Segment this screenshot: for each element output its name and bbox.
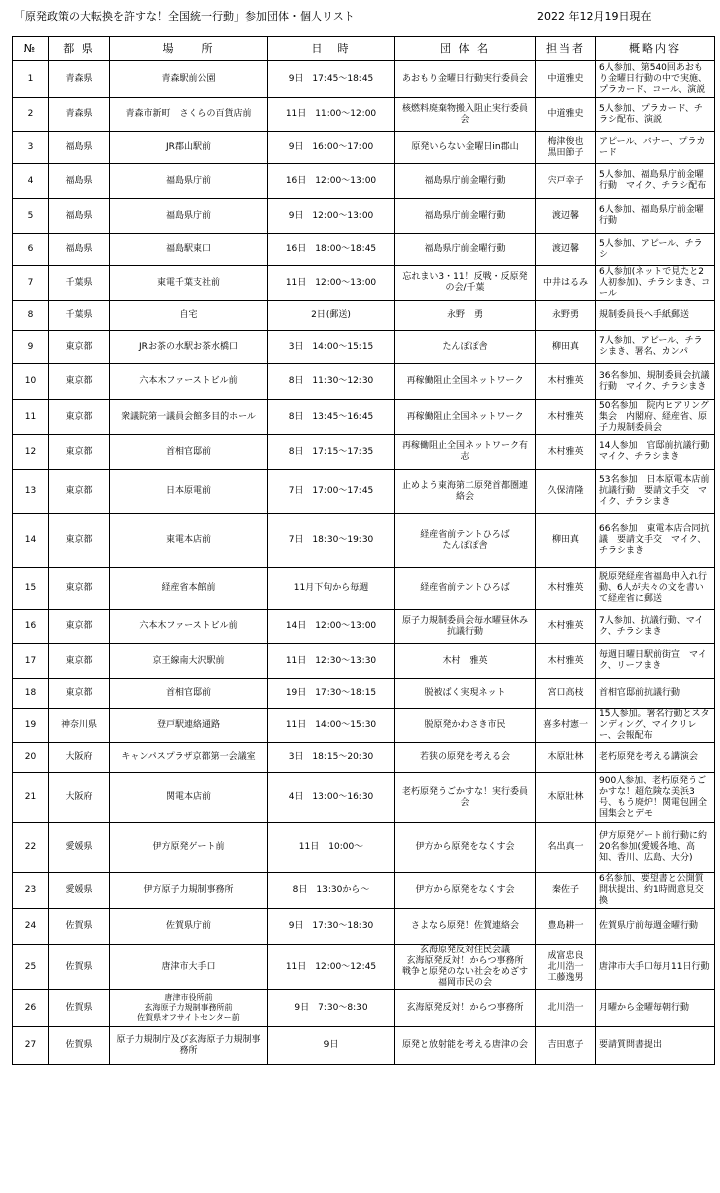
cell-summary: 毎週日曜日駅前街宣 マイク、リーフまき: [596, 644, 715, 679]
cell-place: 登戸駅連絡通路: [110, 709, 268, 743]
cell-summary: 首相官邸前抗議行動: [596, 679, 715, 709]
cell-prefecture: 東京都: [49, 400, 110, 435]
cell-no: 1: [13, 61, 49, 98]
cell-group: 忘れまい3・11！反戦・反原発の会/千葉: [395, 266, 536, 301]
cell-prefecture: 佐賀県: [49, 990, 110, 1027]
cell-no: 23: [13, 873, 49, 909]
table-row: [13, 266, 715, 301]
cell-summary: 5人参加、福島県庁前金曜行動 マイク、チラシ配布: [596, 164, 715, 199]
cell-no: 14: [13, 514, 49, 568]
cell-datetime: 2日(郵送): [268, 301, 395, 331]
cell-summary: 5人参加、プラカード、チラシ配布、演説: [596, 98, 715, 132]
cell-place: 関電本店前: [110, 773, 268, 823]
cell-no: 22: [13, 823, 49, 873]
cell-summary: 老朽原発を考える講演会: [596, 743, 715, 773]
cell-prefecture: 福島県: [49, 199, 110, 234]
table-row: [13, 331, 715, 364]
cell-no: 9: [13, 331, 49, 364]
cell-prefecture: 東京都: [49, 470, 110, 514]
cell-contact: 木村雅英: [536, 644, 596, 679]
cell-datetime: 4日 13:00～16:30: [268, 773, 395, 823]
table-row: [13, 644, 715, 679]
column-header-prefecture: 都 県: [49, 37, 110, 61]
column-header-datetime: 日 時: [268, 37, 395, 61]
cell-no: 20: [13, 743, 49, 773]
column-header-contact: 担当者: [536, 37, 596, 61]
cell-contact: 柳田真: [536, 514, 596, 568]
cell-no: 19: [13, 709, 49, 743]
cell-no: 15: [13, 568, 49, 610]
cell-no: 21: [13, 773, 49, 823]
cell-summary: 5人参加、アピール、チラシ: [596, 234, 715, 266]
cell-contact: 喜多村憲一: [536, 709, 596, 743]
cell-contact: 中道雅史: [536, 98, 596, 132]
cell-no: 5: [13, 199, 49, 234]
cell-contact: 吉田恵子: [536, 1027, 596, 1065]
cell-place: 佐賀県庁前: [110, 909, 268, 945]
column-header-group: 団 体 名: [395, 37, 536, 61]
cell-no: 12: [13, 435, 49, 470]
table-row: [13, 945, 715, 990]
cell-datetime: 3日 18:15～20:30: [268, 743, 395, 773]
cell-group: 再稼働阻止全国ネットワーク有志: [395, 435, 536, 470]
table-row: [13, 909, 715, 945]
table-row: [13, 1027, 715, 1065]
table-row: [13, 514, 715, 568]
cell-prefecture: 青森県: [49, 61, 110, 98]
cell-no: 24: [13, 909, 49, 945]
cell-datetime: 11日 12:00～13:00: [268, 266, 395, 301]
cell-datetime: 9日 17:30～18:30: [268, 909, 395, 945]
document-header: [0, 0, 720, 26]
cell-prefecture: 佐賀県: [49, 909, 110, 945]
cell-place: 東電千葉支社前: [110, 266, 268, 301]
cell-group: 脱被ばく実現ネット: [395, 679, 536, 709]
cell-group: 伊方から原発をなくす会: [395, 873, 536, 909]
cell-group: たんぽぽ舎: [395, 331, 536, 364]
cell-prefecture: 千葉県: [49, 266, 110, 301]
cell-contact: 永野勇: [536, 301, 596, 331]
cell-prefecture: 佐賀県: [49, 1027, 110, 1065]
cell-contact: 北川浩一: [536, 990, 596, 1027]
cell-group: 若狭の原発を考える会: [395, 743, 536, 773]
cell-datetime: 8日 11:30～12:30: [268, 364, 395, 400]
cell-summary: 規制委員長へ手紙郵送: [596, 301, 715, 331]
cell-summary: 14人参加 官邸前抗議行動 マイク、チラシまき: [596, 435, 715, 470]
table-row: [13, 400, 715, 435]
cell-contact: 宍戸幸子: [536, 164, 596, 199]
table-row: [13, 364, 715, 400]
cell-group: 核燃料廃棄物搬入阻止実行委員会: [395, 98, 536, 132]
cell-datetime: 9日: [268, 1027, 395, 1065]
cell-place: 唐津市役所前 玄海原子力規制事務所前 佐賀県オフサイトセンター前: [110, 990, 268, 1027]
cell-prefecture: 青森県: [49, 98, 110, 132]
cell-summary: 佐賀県庁前毎週金曜行動: [596, 909, 715, 945]
cell-prefecture: 東京都: [49, 679, 110, 709]
cell-prefecture: 福島県: [49, 132, 110, 164]
cell-prefecture: 福島県: [49, 164, 110, 199]
cell-datetime: 3日 14:00～15:15: [268, 331, 395, 364]
cell-place: 福島県庁前: [110, 164, 268, 199]
cell-place: 衆議院第一議員会館多目的ホール: [110, 400, 268, 435]
table-row: [13, 709, 715, 743]
cell-group: 玄海原発反対！からつ事務所: [395, 990, 536, 1027]
cell-place: 首相官邸前: [110, 435, 268, 470]
cell-contact: 木村雅英: [536, 568, 596, 610]
cell-group: 木村 雅英: [395, 644, 536, 679]
table-row: [13, 164, 715, 199]
cell-group: 原発と放射能を考える唐津の会: [395, 1027, 536, 1065]
table-row: [13, 610, 715, 644]
table-row: [13, 873, 715, 909]
cell-place: 首相官邸前: [110, 679, 268, 709]
cell-prefecture: 東京都: [49, 331, 110, 364]
cell-summary: 6人参加、福島県庁前金曜行動: [596, 199, 715, 234]
cell-datetime: 8日 13:45～16:45: [268, 400, 395, 435]
cell-datetime: 11日 12:00～12:45: [268, 945, 395, 990]
cell-contact: 木村雅英: [536, 364, 596, 400]
cell-no: 4: [13, 164, 49, 199]
cell-datetime: 8日 17:15～17:35: [268, 435, 395, 470]
document-title: 「原発政策の大転換を許すな！全国統一行動」参加団体・個人リスト: [14, 10, 355, 23]
cell-group: 福島県庁前金曜行動: [395, 199, 536, 234]
cell-group: あおもり金曜日行動実行委員会: [395, 61, 536, 98]
cell-datetime: 9日 7:30～8:30: [268, 990, 395, 1027]
cell-no: 26: [13, 990, 49, 1027]
cell-place: 青森市新町 さくらの百貨店前: [110, 98, 268, 132]
cell-contact: 名出真一: [536, 823, 596, 873]
cell-no: 6: [13, 234, 49, 266]
cell-summary: 15人参加。署名行動とスタンディング、マイクリレー、会報配布: [596, 709, 715, 743]
cell-contact: 宮口高枝: [536, 679, 596, 709]
cell-summary: 53名参加 日本原電本店前抗議行動 要請文手交 マイク、チラシまき: [596, 470, 715, 514]
table-body: [13, 61, 719, 1065]
cell-datetime: 9日 16:00～17:00: [268, 132, 395, 164]
cell-contact: 木原壯林: [536, 743, 596, 773]
cell-datetime: 11月下旬から毎週: [268, 568, 395, 610]
cell-group: 福島県庁前金曜行動: [395, 164, 536, 199]
table-row: [13, 679, 715, 709]
cell-no: 25: [13, 945, 49, 990]
cell-prefecture: 東京都: [49, 435, 110, 470]
cell-place: 京王線南大沢駅前: [110, 644, 268, 679]
cell-place: キャンパスプラザ京都第一会議室: [110, 743, 268, 773]
cell-group: 経産省前テントひろば: [395, 568, 536, 610]
cell-contact: 渡辺馨: [536, 199, 596, 234]
table-row: [13, 773, 715, 823]
cell-prefecture: 東京都: [49, 568, 110, 610]
cell-place: 自宅: [110, 301, 268, 331]
cell-summary: 要請質問書提出: [596, 1027, 715, 1065]
cell-prefecture: 佐賀県: [49, 945, 110, 990]
cell-contact: 梅津俊也 黒田節子: [536, 132, 596, 164]
cell-no: 13: [13, 470, 49, 514]
cell-prefecture: 愛媛県: [49, 873, 110, 909]
cell-place: 唐津市大手口: [110, 945, 268, 990]
cell-datetime: 11日 11:00～12:00: [268, 98, 395, 132]
cell-contact: 中井はるみ: [536, 266, 596, 301]
cell-no: 18: [13, 679, 49, 709]
cell-datetime: 7日 18:30～19:30: [268, 514, 395, 568]
cell-datetime: 16日 18:00～18:45: [268, 234, 395, 266]
cell-datetime: 9日 17:45～18:45: [268, 61, 395, 98]
cell-contact: 久保清隆: [536, 470, 596, 514]
cell-group: 伊方から原発をなくす会: [395, 823, 536, 873]
cell-no: 16: [13, 610, 49, 644]
cell-place: JR郡山駅前: [110, 132, 268, 164]
table-row: [13, 301, 715, 331]
cell-summary: 6名参加、要望書と公開質問状提出、約1時間意見交換: [596, 873, 715, 909]
column-header-summary: 概略内容: [596, 37, 715, 61]
cell-group: 脱原発かわさき市民: [395, 709, 536, 743]
cell-summary: 6人参加、第540回あおもり金曜日行動の中で実施、プラカード、コール、演説: [596, 61, 715, 98]
cell-place: 福島県庁前: [110, 199, 268, 234]
cell-prefecture: 大阪府: [49, 773, 110, 823]
cell-group: 原発いらない金曜日in郡山: [395, 132, 536, 164]
cell-group: 福島県庁前金曜行動: [395, 234, 536, 266]
cell-contact: 木村雅英: [536, 400, 596, 435]
cell-datetime: 16日 12:00～13:00: [268, 164, 395, 199]
table-row: [13, 743, 715, 773]
cell-no: 11: [13, 400, 49, 435]
cell-summary: 36名参加、規制委員会抗議行動 マイク、チラシまき: [596, 364, 715, 400]
cell-place: 原子力規制庁及び玄海原子力規制事務所: [110, 1027, 268, 1065]
cell-summary: 唐津市大手口毎月11日行動: [596, 945, 715, 990]
cell-group: 永野 勇: [395, 301, 536, 331]
cell-prefecture: 福島県: [49, 234, 110, 266]
cell-group: 止めよう東海第二原発首都圏連絡会: [395, 470, 536, 514]
cell-contact: 木村雅英: [536, 435, 596, 470]
cell-datetime: 8日 13:30から～: [268, 873, 395, 909]
cell-summary: 50名参加 院内ヒアリング集会 内閣府、経産省、原子力規制委員会: [596, 400, 715, 435]
cell-datetime: 19日 17:30～18:15: [268, 679, 395, 709]
cell-datetime: 11日 14:00～15:30: [268, 709, 395, 743]
cell-contact: 中道雅史: [536, 61, 596, 98]
cell-summary: 7人参加、抗議行動、マイク、チラシまき: [596, 610, 715, 644]
participant-table: [12, 36, 719, 1065]
cell-summary: 7人参加、アピール、チラシまき、署名、カンパ: [596, 331, 715, 364]
table-header-row: [13, 37, 715, 61]
cell-summary: 月曜から金曜毎朝行動: [596, 990, 715, 1027]
cell-datetime: 7日 17:00～17:45: [268, 470, 395, 514]
cell-no: 10: [13, 364, 49, 400]
cell-no: 8: [13, 301, 49, 331]
cell-group: 再稼働阻止全国ネットワーク: [395, 400, 536, 435]
table-row: [13, 470, 715, 514]
cell-contact: 豊島耕一: [536, 909, 596, 945]
cell-place: 東電本店前: [110, 514, 268, 568]
cell-prefecture: 東京都: [49, 610, 110, 644]
cell-prefecture: 大阪府: [49, 743, 110, 773]
cell-summary: 脱原発経産省福島申入れ行動、6人が夫々の文を書いて経産省に郵送: [596, 568, 715, 610]
cell-contact: 秦佐子: [536, 873, 596, 909]
cell-no: 17: [13, 644, 49, 679]
cell-prefecture: 東京都: [49, 514, 110, 568]
cell-place: 福島駅東口: [110, 234, 268, 266]
cell-group: 玄海原発反対住民会議 玄海原発反対！からつ事務所 戦争と原発のない社会をめざす福岡市民の会: [395, 945, 536, 990]
table-row: [13, 234, 715, 266]
table-row: [13, 435, 715, 470]
cell-place: 青森駅前公園: [110, 61, 268, 98]
cell-prefecture: 東京都: [49, 644, 110, 679]
cell-place: JRお茶の水駅お茶水橋口: [110, 331, 268, 364]
cell-prefecture: 愛媛県: [49, 823, 110, 873]
table-row: [13, 568, 715, 610]
cell-datetime: 11日 12:30～13:30: [268, 644, 395, 679]
cell-group: 再稼働阻止全国ネットワーク: [395, 364, 536, 400]
table-row: [13, 823, 715, 873]
column-header-place: 場 所: [110, 37, 268, 61]
cell-datetime: 11日 10:00～: [268, 823, 395, 873]
cell-summary: 66名参加 東電本店合同抗議 要請文手交 マイク、チラシまき: [596, 514, 715, 568]
cell-prefecture: 千葉県: [49, 301, 110, 331]
cell-no: 3: [13, 132, 49, 164]
cell-contact: 渡辺馨: [536, 234, 596, 266]
cell-no: 27: [13, 1027, 49, 1065]
cell-group: 原子力規制委員会毎水曜昼休み抗議行動: [395, 610, 536, 644]
cell-contact: 木原壯林: [536, 773, 596, 823]
cell-summary: 伊方原発ゲート前行動に約20名参加(愛媛各地、高知、香川、広島、大分): [596, 823, 715, 873]
cell-contact: 柳田真: [536, 331, 596, 364]
cell-place: 六本木ファーストビル前: [110, 364, 268, 400]
cell-summary: アピール、バナー、プラカード: [596, 132, 715, 164]
cell-place: 伊方原子力規制事務所: [110, 873, 268, 909]
cell-prefecture: 神奈川県: [49, 709, 110, 743]
cell-summary: 6人参加(ネットで見たと2人初参加)、チラシまき、コール: [596, 266, 715, 301]
cell-summary: 900人参加、老朽原発うごかすな！超危険な美浜3号、もう廃炉！関電包囲全国集会とデモ: [596, 773, 715, 823]
cell-group: 経産省前テントひろば たんぽぽ舎: [395, 514, 536, 568]
cell-place: 六本木ファーストビル前: [110, 610, 268, 644]
cell-place: 日本原電前: [110, 470, 268, 514]
cell-contact: 成富忠良 北川浩一 工藤逸男: [536, 945, 596, 990]
cell-place: 伊方原発ゲート前: [110, 823, 268, 873]
cell-datetime: 14日 12:00～13:00: [268, 610, 395, 644]
table-row: [13, 61, 715, 98]
cell-group: 老朽原発うごかすな！実行委員会: [395, 773, 536, 823]
cell-place: 経産省本館前: [110, 568, 268, 610]
cell-datetime: 9日 12:00～13:00: [268, 199, 395, 234]
table-row: [13, 98, 715, 132]
cell-no: 7: [13, 266, 49, 301]
cell-prefecture: 東京都: [49, 364, 110, 400]
column-header-no: №: [13, 37, 49, 61]
document-date: 2022 年12月19日現在: [537, 10, 652, 23]
table-row: [13, 990, 715, 1027]
table-row: [13, 132, 715, 164]
cell-group: さよなら原発！佐賀連絡会: [395, 909, 536, 945]
cell-contact: 木村雅英: [536, 610, 596, 644]
cell-no: 2: [13, 98, 49, 132]
table-row: [13, 199, 715, 234]
